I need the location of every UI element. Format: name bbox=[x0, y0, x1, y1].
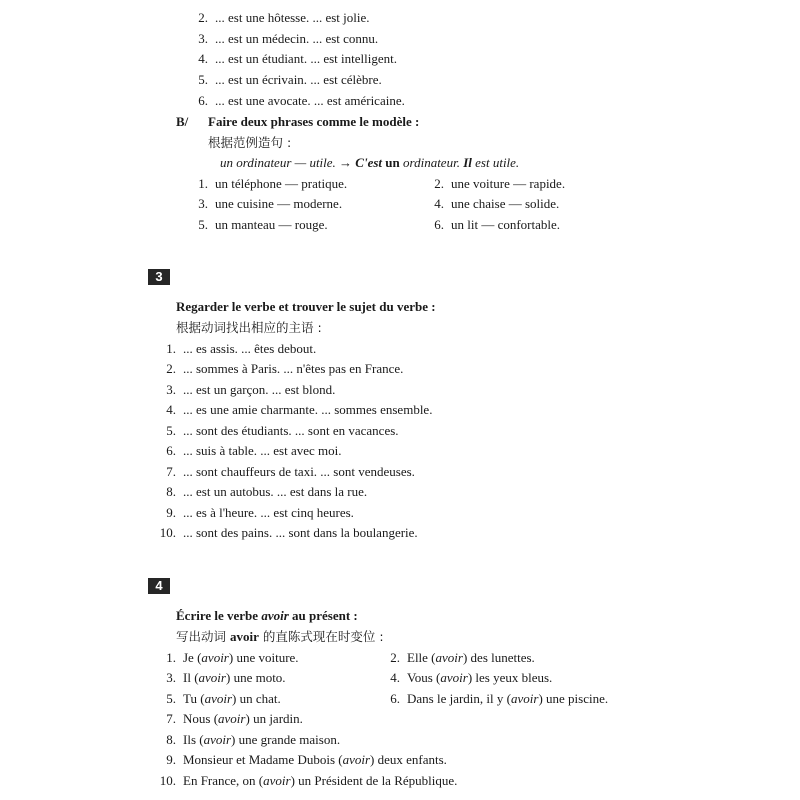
subtitle-part-c: 的直陈式现在时变位 : bbox=[262, 629, 384, 644]
item-text: ... est un garçon. ... est blond. bbox=[183, 382, 336, 397]
s4-item-9 bbox=[160, 752, 447, 768]
model-part5: Il bbox=[463, 155, 472, 170]
prev-item-6 bbox=[192, 93, 405, 109]
item-text: ... sont des étudiants. ... sont en vacances. bbox=[183, 423, 399, 438]
section-4-title bbox=[176, 608, 358, 624]
item-post: ) un chat. bbox=[232, 691, 281, 706]
item-verb: avoir bbox=[435, 650, 463, 665]
prev-item-2 bbox=[192, 10, 370, 26]
s3-item-10 bbox=[156, 525, 418, 541]
item-text: ... sont chauffeurs de taxi. ... sont vendeuses. bbox=[183, 464, 415, 479]
s3-item-4 bbox=[160, 402, 432, 418]
section-3-subtitle: 根据动词找出相应的主语 : bbox=[176, 320, 322, 335]
item-number: 5. bbox=[166, 691, 176, 706]
b-item-1 bbox=[192, 176, 347, 192]
title-part-a: Écrire le verbe bbox=[176, 608, 259, 623]
item-number: 6. bbox=[198, 93, 208, 108]
item-number: 2. bbox=[434, 176, 444, 191]
item-number: 3. bbox=[198, 31, 208, 46]
s4-item-1 bbox=[160, 650, 299, 666]
item-number: 6. bbox=[166, 443, 176, 458]
item-verb: avoir bbox=[263, 773, 291, 788]
title-part-b: avoir bbox=[261, 608, 289, 623]
item-pre: Tu ( bbox=[183, 691, 205, 706]
item-verb: avoir bbox=[198, 670, 226, 685]
section-3-badge: 3 bbox=[148, 269, 170, 285]
item-number: 2. bbox=[198, 10, 208, 25]
item-text: ... est une hôtesse. ... est jolie. bbox=[215, 10, 370, 25]
item-post: ) les yeux bleus. bbox=[467, 670, 553, 685]
model-part7: utile. bbox=[492, 155, 520, 170]
section-b-title: Faire deux phrases comme le modèle : bbox=[208, 114, 420, 129]
item-text: ... est un écrivain. ... est célèbre. bbox=[215, 72, 382, 87]
item-text: ... es une amie charmante. ... sommes ensemble. bbox=[183, 402, 433, 417]
subtitle-part-b: avoir bbox=[230, 629, 259, 644]
item-number: 7. bbox=[166, 464, 176, 479]
section-3-title: Regarder le verbe et trouver le sujet du verbe : bbox=[176, 299, 436, 314]
s3-item-5 bbox=[160, 423, 399, 439]
s3-item-1 bbox=[160, 341, 316, 357]
title-part-c: au présent : bbox=[292, 608, 358, 623]
s3-item-9 bbox=[160, 505, 354, 521]
item-text: ... es assis. ... êtes debout. bbox=[183, 341, 317, 356]
item-number: 8. bbox=[166, 732, 176, 747]
item-number: 2. bbox=[390, 650, 400, 665]
s4-item-3 bbox=[160, 670, 286, 686]
item-text: un téléphone — pratique. bbox=[215, 176, 348, 191]
b-item-5 bbox=[192, 217, 328, 233]
item-text: une voiture — rapide. bbox=[451, 176, 566, 191]
item-verb: avoir bbox=[510, 691, 539, 706]
section-4-badge: 4 bbox=[148, 578, 170, 594]
item-pre: En France, on ( bbox=[183, 773, 264, 788]
prev-item-3 bbox=[192, 31, 378, 47]
item-text: ... est un médecin. ... est connu. bbox=[215, 31, 379, 46]
item-number: 1. bbox=[198, 176, 208, 191]
s4-item-6 bbox=[384, 691, 608, 707]
item-number: 4. bbox=[166, 402, 176, 417]
section-b-subtitle: 根据范例造句 : bbox=[208, 135, 292, 150]
item-number: 4. bbox=[198, 51, 208, 66]
item-text: ... est un autobus. ... est dans la rue. bbox=[183, 484, 368, 499]
s3-item-7 bbox=[160, 464, 415, 480]
item-post: ) un Président de la République. bbox=[290, 773, 458, 788]
item-number: 10. bbox=[159, 525, 176, 540]
item-number: 1. bbox=[166, 341, 176, 356]
b-item-4 bbox=[428, 196, 559, 212]
prev-item-5 bbox=[192, 72, 382, 88]
s4-item-7 bbox=[160, 711, 303, 727]
item-post: ) un jardin. bbox=[245, 711, 303, 726]
section-b-model bbox=[220, 155, 519, 171]
item-number: 5. bbox=[198, 72, 208, 87]
model-part6: est bbox=[475, 155, 490, 170]
item-pre: Nous ( bbox=[183, 711, 219, 726]
item-verb: avoir bbox=[218, 711, 246, 726]
item-text: ... es à l'heure. ... est cinq heures. bbox=[183, 505, 354, 520]
s4-item-5 bbox=[160, 691, 281, 707]
item-verb: avoir bbox=[204, 691, 233, 706]
item-post: ) une grande maison. bbox=[231, 732, 341, 747]
item-post: ) une moto. bbox=[225, 670, 286, 685]
item-text: ... est un étudiant. ... est intelligent. bbox=[215, 51, 397, 66]
s3-item-3 bbox=[160, 382, 335, 398]
item-post: ) des lunettes. bbox=[462, 650, 535, 665]
model-part3: un bbox=[385, 155, 400, 170]
item-number: 4. bbox=[434, 196, 444, 211]
item-pre: Ils ( bbox=[183, 732, 204, 747]
model-part1: un ordinateur — utile. → bbox=[220, 155, 353, 170]
section-b-heading bbox=[176, 114, 419, 130]
item-number: 5. bbox=[198, 217, 208, 232]
item-number: 9. bbox=[166, 505, 176, 520]
s4-item-2 bbox=[384, 650, 535, 666]
item-number: 3. bbox=[166, 382, 176, 397]
b-item-6 bbox=[428, 217, 560, 233]
item-pre: Il ( bbox=[183, 670, 199, 685]
item-pre: Elle ( bbox=[407, 650, 436, 665]
s3-item-6 bbox=[160, 443, 342, 459]
s3-item-8 bbox=[160, 484, 367, 500]
b-item-3 bbox=[192, 196, 342, 212]
s3-item-2 bbox=[160, 361, 403, 377]
item-number: 10. bbox=[159, 773, 176, 788]
model-part4: ordinateur. bbox=[403, 155, 460, 170]
subtitle-part-a: 写出动词 bbox=[176, 629, 227, 644]
prev-item-4 bbox=[192, 51, 397, 67]
item-number: 9. bbox=[166, 752, 176, 767]
item-number: 2. bbox=[166, 361, 176, 376]
item-verb: avoir bbox=[342, 752, 371, 767]
s4-item-10 bbox=[156, 773, 457, 789]
item-text: ... suis à table. ... est avec moi. bbox=[183, 443, 342, 458]
item-text: ... sommes à Paris. ... n'êtes pas en France. bbox=[183, 361, 404, 376]
item-text: un manteau — rouge. bbox=[215, 217, 328, 232]
item-number: 7. bbox=[166, 711, 176, 726]
item-text: ... est une avocate. ... est américaine. bbox=[215, 93, 405, 108]
item-text: une chaise — solide. bbox=[451, 196, 560, 211]
item-pre: Vous ( bbox=[407, 670, 441, 685]
item-number: 1. bbox=[166, 650, 176, 665]
item-number: 8. bbox=[166, 484, 176, 499]
item-number: 4. bbox=[390, 670, 400, 685]
item-text: un lit — confortable. bbox=[451, 217, 561, 232]
section-b-label: B/ bbox=[176, 114, 189, 129]
item-post: ) une voiture. bbox=[228, 650, 299, 665]
item-text: une cuisine — moderne. bbox=[215, 196, 343, 211]
item-pre: Je ( bbox=[183, 650, 202, 665]
item-text: ... sont des pains. ... sont dans la boulangerie. bbox=[183, 525, 418, 540]
b-item-2 bbox=[428, 176, 565, 192]
item-post: ) deux enfants. bbox=[370, 752, 447, 767]
item-number: 3. bbox=[198, 196, 208, 211]
section-4-subtitle bbox=[176, 629, 384, 645]
s4-item-4 bbox=[384, 670, 552, 686]
item-verb: avoir bbox=[201, 650, 229, 665]
item-number: 3. bbox=[166, 670, 176, 685]
item-pre: Monsieur et Madame Dubois ( bbox=[183, 752, 343, 767]
item-verb: avoir bbox=[440, 670, 468, 685]
model-part2: C'est bbox=[355, 155, 383, 170]
s4-item-8 bbox=[160, 732, 340, 748]
item-post: ) une piscine. bbox=[538, 691, 609, 706]
item-verb: avoir bbox=[203, 732, 232, 747]
item-pre: Dans le jardin, il y ( bbox=[407, 691, 511, 706]
item-number: 6. bbox=[434, 217, 444, 232]
item-number: 6. bbox=[390, 691, 400, 706]
item-number: 5. bbox=[166, 423, 176, 438]
